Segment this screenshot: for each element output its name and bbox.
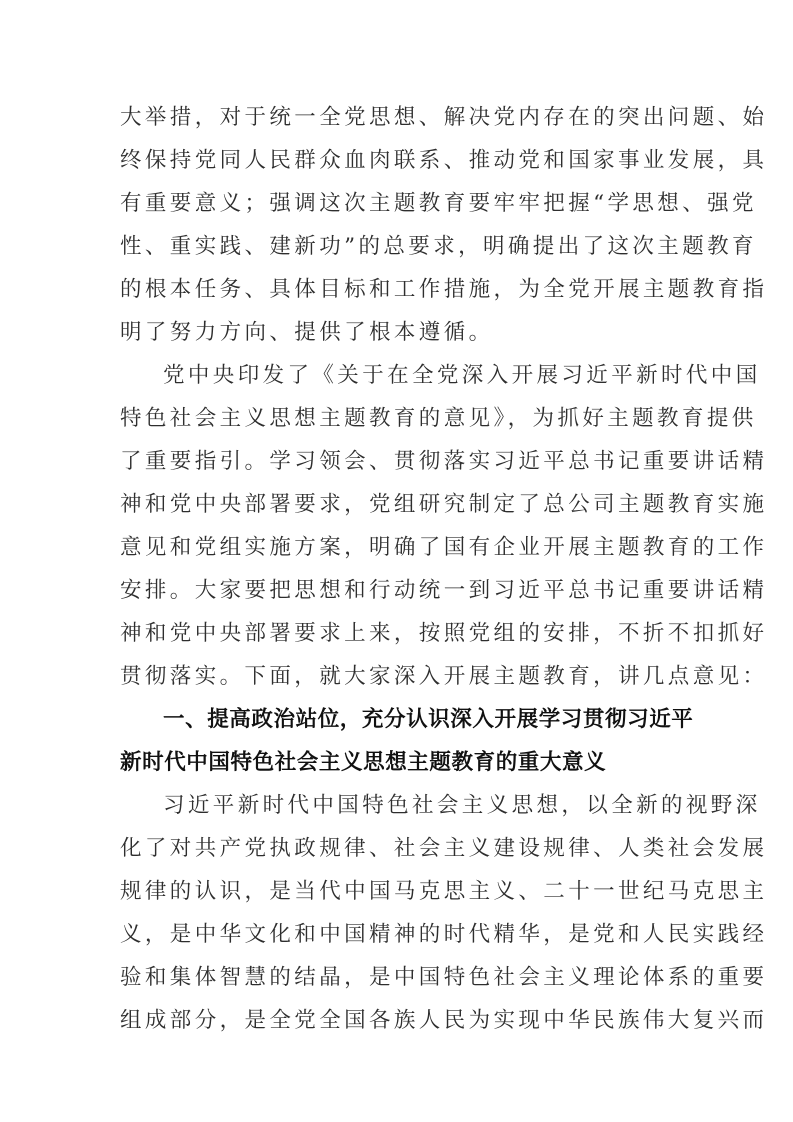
text-line: 义，是中华文化和中国精神的时代精华，是党和人民实践经	[120, 922, 768, 947]
text-line: 规律的认识，是当代中国马克思主义、二十一世纪马克思主	[120, 879, 768, 904]
paragraph-3	[120, 784, 768, 1042]
text-line: 习近平新时代中国特色社会主义思想，以全新的视野深	[163, 793, 761, 818]
text-line: 大举措，对于统一全党思想、解决党内存在的突出问题、始	[120, 105, 768, 130]
text-line: 神和党中央部署要求上来，按照党组的安排，不折不扣抓好	[120, 621, 768, 646]
text-line: 意见和党组实施方案，明确了国有企业开展主题教育的工作	[120, 535, 768, 560]
heading-line: 一、提高政治站位，充分认识深入开展学习贯彻习近平	[163, 707, 694, 732]
text-line: 明了努力方向、提供了根本遵循。	[120, 320, 494, 345]
text-line: 验和集体智慧的结晶，是中国特色社会主义理论体系的重要	[120, 965, 768, 990]
text-line: 有重要意义；强调这次主题教育要牢牢把握“学思想、强党	[120, 191, 757, 216]
text-line: 贯彻落实。下面，就大家深入开展主题教育，讲几点意见：	[120, 664, 768, 689]
text-line: 特色社会主义思想主题教育的意见》，为抓好主题教育提供	[120, 406, 757, 431]
text-line: 安排。大家要把思想和行动统一到习近平总书记重要讲话精	[120, 578, 768, 603]
text-line: 神和党中央部署要求，党组研究制定了总公司主题教育实施	[120, 492, 768, 517]
document-body	[120, 96, 768, 1042]
heading-line: 新时代中国特色社会主义思想主题教育的重大意义	[120, 750, 607, 775]
text-line: 性、重实践、建新功”的总要求，明确提出了这次主题教育	[120, 234, 757, 259]
text-line: 化了对共产党执政规律、社会主义建设规律、人类社会发展	[120, 836, 768, 861]
text-line: 了重要指引。学习领会、贯彻落实习近平总书记重要讲话精	[120, 449, 768, 474]
text-line: 的根本任务、具体目标和工作措施，为全党开展主题教育指	[120, 277, 768, 302]
paragraph-1	[120, 96, 768, 354]
paragraph-2	[120, 354, 768, 698]
text-line: 终保持党同人民群众血肉联系、推动党和国家事业发展，具	[120, 148, 768, 173]
section-heading	[120, 698, 694, 784]
text-line: 组成部分，是全党全国各族人民为实现中华民族伟大复兴而	[120, 1008, 768, 1033]
text-line: 党中央印发了《关于在全党深入开展习近平新时代中国	[163, 363, 761, 388]
